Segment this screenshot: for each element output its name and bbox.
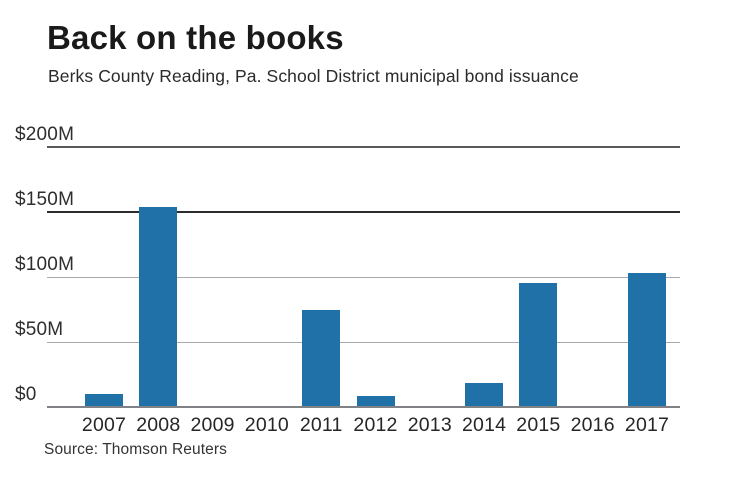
xtick-label-2008: 2008	[136, 414, 181, 436]
bar-2011	[302, 310, 340, 406]
ytick-label-150: $150M	[15, 188, 75, 210]
bar-2017	[628, 273, 666, 406]
source-note: Source: Thomson Reuters	[44, 441, 227, 458]
bar-2015	[519, 283, 557, 407]
xtick-label-2015: 2015	[516, 414, 561, 436]
ytick-label-100: $100M	[15, 253, 75, 275]
xtick-label-2012: 2012	[353, 414, 398, 436]
chart-title: Back on the books	[47, 19, 344, 56]
ytick-label-200: $200M	[15, 123, 75, 145]
xtick-label-2014: 2014	[462, 414, 507, 436]
ytick-label-50: $50M	[15, 318, 64, 340]
chart-subtitle: Berks County Reading, Pa. School District municipal bond issuance	[48, 66, 579, 86]
gridline-200	[47, 146, 680, 148]
xtick-label-2016: 2016	[570, 414, 615, 436]
xtick-label-2007: 2007	[81, 414, 127, 436]
xtick-label-2010: 2010	[244, 414, 289, 436]
bar-2007	[85, 394, 123, 406]
xtick-label-2009: 2009	[190, 414, 235, 436]
xtick-label-2013: 2013	[407, 414, 452, 436]
ytick-label-0: $0	[15, 383, 37, 405]
xtick-label-2017: 2017	[624, 414, 670, 436]
bar-2014	[465, 383, 503, 406]
xtick-label-2011: 2011	[299, 414, 343, 436]
bar-2008	[139, 207, 177, 406]
bar-2012	[357, 396, 395, 406]
